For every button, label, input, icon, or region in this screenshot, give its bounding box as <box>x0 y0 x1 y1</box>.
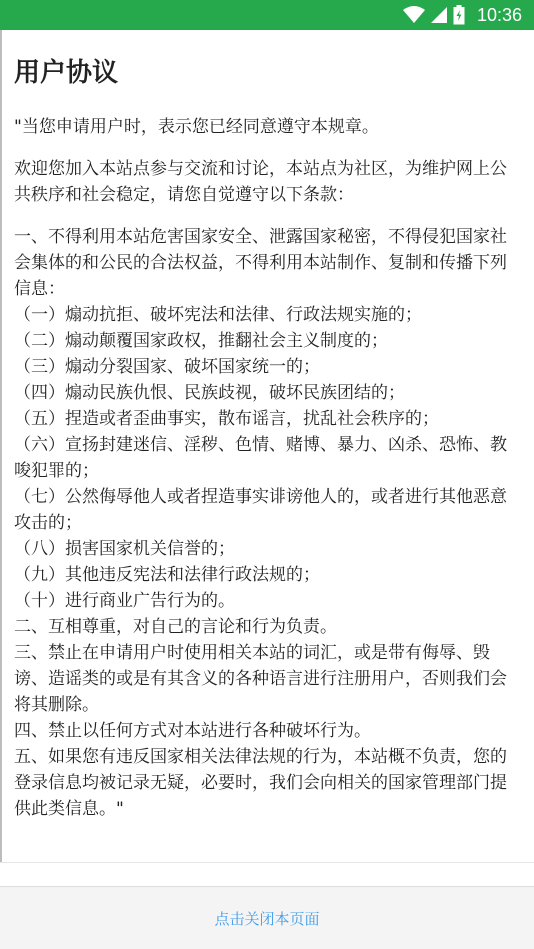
clause-item: （六）宣扬封建迷信、淫秽、色情、赌博、暴力、凶杀、恐怖、教唆犯罪的； <box>14 435 507 481</box>
page-title: 用户协议 <box>14 58 119 88</box>
welcome-text: 欢迎您加入本站点参与交流和讨论，本站点为社区，为维护网上公共秩序和社会稳定，请您自觉遵守以下条款： <box>14 159 507 205</box>
clause-5: 五、如果您有违反国家相关法律法规的行为，本站概不负责，您的登录信息均被记录无疑，必要时，我们会向相关的国家管理部门提供此类信息。" <box>14 747 507 819</box>
clause-item: （七）公然侮辱他人或者捏造事实诽谤他人的，或者进行其他恶意攻击的； <box>14 487 507 533</box>
clause-item: （十）进行商业广告行为的。 <box>14 591 235 611</box>
status-time: 10:36 <box>476 4 522 25</box>
clause-item: （九）其他违反宪法和法律行政法规的； <box>14 565 320 585</box>
clause-3: 三、禁止在申请用户时使用相关本站的词汇，或是带有侮辱、毁谤、造谣类的或是有其含义的各种语言进行注册用户，否则我们会将其删除。 <box>14 643 507 715</box>
clause-2: 二、互相尊重，对自己的言论和行为负责。 <box>14 617 337 637</box>
clause-item: （四）煽动民族仇恨、民族歧视，破坏民族团结的； <box>14 383 405 403</box>
battery-icon <box>453 5 465 25</box>
clause-item: （五）捏造或者歪曲事实，散布谣言，扰乱社会秩序的； <box>14 409 439 429</box>
signal-icon <box>431 6 447 24</box>
clause-item: （一）煽动抗拒、破坏宪法和法律、行政法规实施的； <box>14 305 422 325</box>
clause-4: 四、禁止以任何方式对本站进行各种破坏行为。 <box>14 721 371 741</box>
clause-item: （八）损害国家机关信誉的； <box>14 539 235 559</box>
clause-1: 一、不得利用本站危害国家安全、泄露国家秘密，不得侵犯国家社会集体的和公民的合法权益，不得利用本站制作、复制和传播下列信息： <box>14 227 507 299</box>
wifi-icon <box>403 6 425 24</box>
close-page-button[interactable]: 点击关闭本页面 <box>214 909 320 928</box>
footer-bar <box>0 886 534 949</box>
intro-text: "当您申请用户时，表示您已经同意遵守本规章。 <box>14 117 379 137</box>
clause-item: （二）煽动颠覆国家政权，推翻社会主义制度的； <box>14 331 388 351</box>
status-bar <box>0 0 534 30</box>
agreement-content[interactable] <box>0 30 534 862</box>
divider <box>0 862 534 863</box>
clause-item: （三）煽动分裂国家、破坏国家统一的； <box>14 357 320 377</box>
